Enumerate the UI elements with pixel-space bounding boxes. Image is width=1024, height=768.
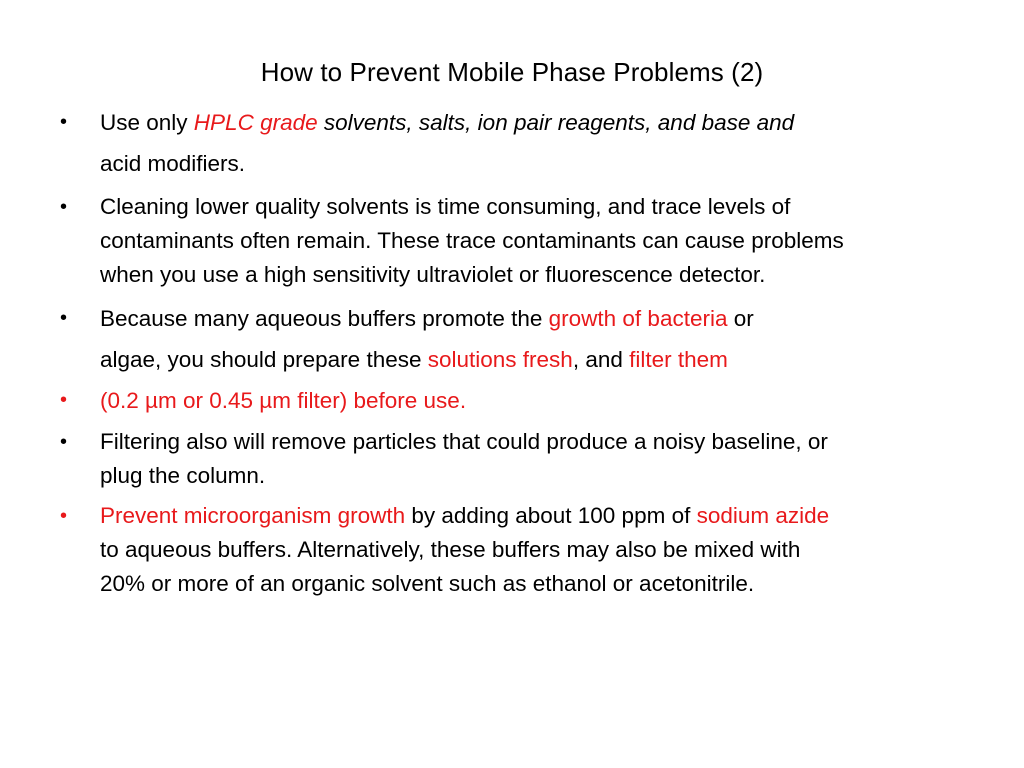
bullet-list [58,102,978,601]
bullet-item-microorganism [58,499,978,601]
bullet-text: by adding about 100 ppm of [405,503,697,528]
bullet-line [100,499,978,533]
bullet-item-hplc-grade [58,102,978,184]
slide-title: How to Prevent Mobile Phase Problems (2) [260,57,764,87]
bullet-text: algae, you should prepare these [100,347,428,372]
highlight-text: filter them [629,347,728,372]
bullet-item-filter-size [58,380,978,421]
italic-text: solvents, salts, ion pair reagents, and base and [317,110,795,135]
bullet-text: Because many aqueous buffers promote the [100,306,549,331]
bullet-line: to aqueous buffers. Alternatively, these buffers may also be mixed with [100,537,801,562]
highlight-text: Prevent microorganism growth [100,503,406,528]
bullet-dot-icon: • [60,505,68,527]
bullet-text: Use only [100,110,194,135]
highlight-text: sodium azide [696,503,830,528]
highlight-text: solutions fresh [427,347,573,372]
bullet-dot-icon: • [60,389,68,411]
bullet-line: plug the column. [100,463,266,488]
bullet-line [100,339,978,380]
highlight-text: HPLC grade [193,110,318,135]
bullet-text: or [727,306,754,331]
bullet-line [100,102,978,143]
bullet-line: Cleaning lower quality solvents is time consuming, and trace levels of [100,194,791,219]
bullet-line: 20% or more of an organic solvent such as ethanol or acetonitrile. [100,571,755,596]
bullet-dot-icon: • [60,111,68,133]
bullet-item-cleaning [58,190,978,292]
bullet-line: (0.2 µm or 0.45 µm filter) before use. [100,388,467,413]
bullet-line [100,298,978,339]
bullet-line: contaminants often remain. These trace contaminants can cause problems [100,228,844,253]
bullet-line: when you use a high sensitivity ultraviolet or fluorescence detector. [100,262,766,287]
bullet-dot-icon: • [60,431,68,453]
bullet-line: Filtering also will remove particles that could produce a noisy baseline, or [100,429,828,454]
bullet-item-bacteria [58,298,978,380]
highlight-text: growth of bacteria [548,306,728,331]
bullet-text: , and [572,347,630,372]
bullet-line: acid modifiers. [100,151,246,176]
bullet-item-filtering [58,425,978,493]
bullet-dot-icon: • [60,307,68,329]
bullet-dot-icon: • [60,196,68,218]
